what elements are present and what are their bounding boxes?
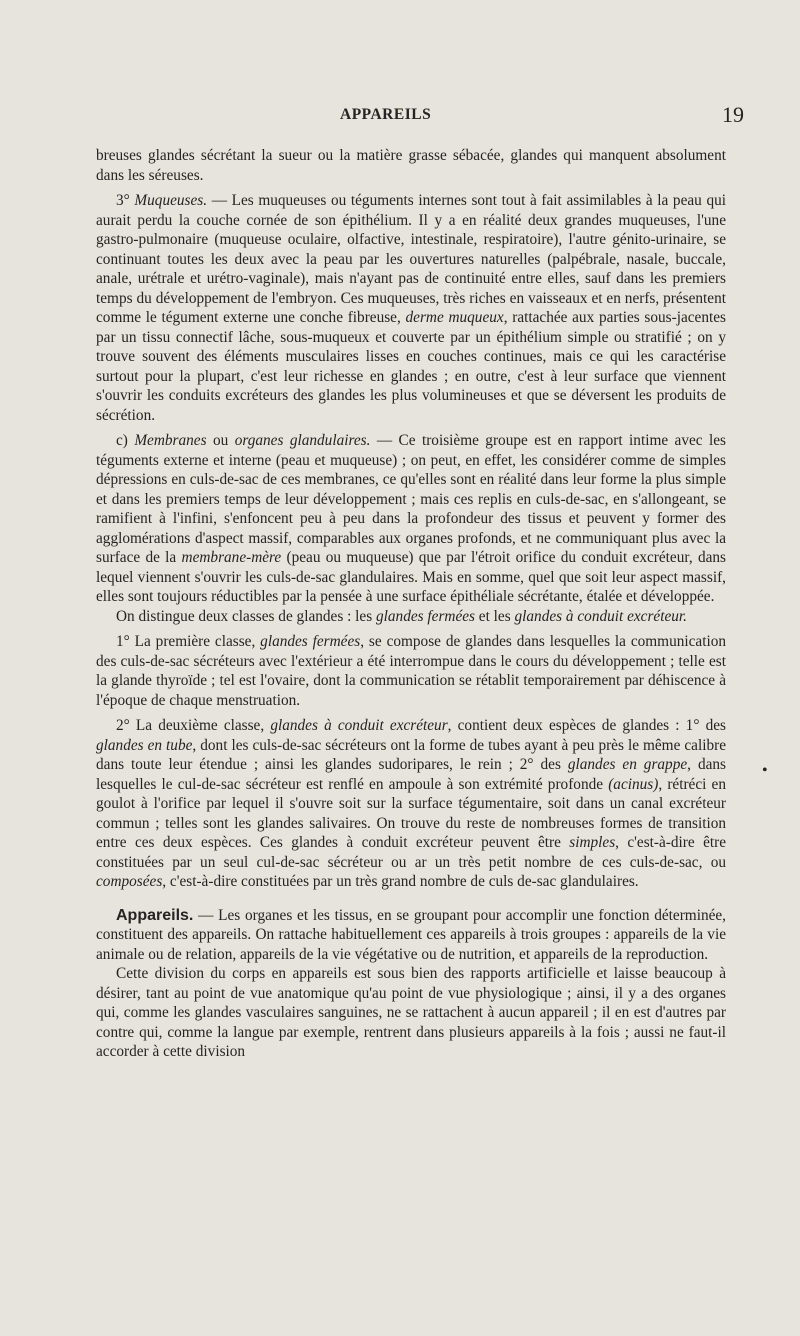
text-run: 1° La première classe, <box>116 633 261 650</box>
page-number: 19 <box>722 102 744 127</box>
text-run: 2° La deuxième classe, <box>116 717 271 734</box>
running-head <box>0 102 800 132</box>
text-run: On distingue deux classes de glandes : les <box>116 607 376 625</box>
paragraph <box>96 431 726 607</box>
text-run: , rétréci en goulot à l'orifice par lequel il s'ouvre soit sur la surface tégumentaire, soit dans un canal excréteur commun ; telles sont les glandes salivaires. On trouve du reste de nombreuses formes de transition entre ces deux espèces. Ces glandes à conduit excréteur peuvent être <box>96 775 726 851</box>
body-text <box>96 146 726 1068</box>
paragraph <box>96 607 726 627</box>
paragraph <box>96 146 726 185</box>
section-heading: Appareils. <box>116 906 194 924</box>
italic-term: glandes fermées <box>260 633 361 650</box>
paragraph <box>96 191 726 425</box>
text-run: et les <box>474 607 515 625</box>
italic-term: simples <box>569 834 616 851</box>
text-run: , contient deux espèces de glandes : 1° des <box>447 717 726 734</box>
italic-term: glandes fermées <box>376 607 475 625</box>
margin-mark: • <box>762 762 768 779</box>
text-run: — Ce troisième groupe est en rapport intime avec les téguments externe et interne (peau et muqueuse) ; on peut, en effet, les considérer comme de simples dépressions en culs-de-sac de ces membranes, ce qu'elles sont en réalité dans leur forme la plus simple et dans les premiers temps de leur développement ; mais ces replis en culs-de-sac, en s'allongeant, se ramifient à l'infini, s'enfoncent peu à peu dans la profondeur des tissus et peuvent y former des agglomérations d'aspect massif, comparables aux organes profonds, et ne communiquant plus avec la surface de la <box>96 432 726 566</box>
text-run: — Les organes et les tissus, en se groupant pour accomplir une fonction déterminée, constituent des appareils. On rattache habituellement ces appareils à trois groupes : appareils de la vie animale ou de relation, appareils de la vie végétative ou de nutrition, et appareils de la reproduction. <box>96 906 726 963</box>
text-run: ou <box>206 432 235 449</box>
italic-term: Membranes <box>134 432 207 449</box>
text-run: , c'est-à-dire constituées par un très grand nombre de culs de-sac glandulaires. <box>162 873 639 890</box>
italic-term: Muqueuses. <box>134 192 208 209</box>
paragraph <box>96 964 726 1062</box>
text-run: (peau ou muqueuse) que par l'étroit orifice du conduit excréteur, dans lequel viennent s'ouvrir les culs-de-sac glandulaires. Mais en somme, quel que soit leur aspect massif, elles sont toujours réductibles par la pensée à une surface épithéliale sécrétante, étalée et développée. <box>96 549 726 605</box>
running-title: APPAREILS <box>340 106 432 123</box>
text-run: , c'est-à-dire être constituées par un seul cul-de-sac sécréteur ou ar un très petit nombre de ces culs-de-sac, ou <box>96 834 726 871</box>
text-run: , se compose de glandes dans lesquelles la communication des culs-de-sac sécréteurs avec l'extérieur a été interrompue dans le cours du développement ; telle est la glande thyroïde ; tel est l'ovaire, dont la communication se rétablit temporairement par déhiscence à l'époque de chaque menstruation. <box>96 633 726 709</box>
text-run: Cette division du corps en appareils est sous bien des rapports artificielle et laisse beaucoup à désirer, tant au point de vue anatomique qu'au point de vue physiologique ; ainsi, il y a des organes qui, comme les glandes vasculaires sanguines, ne se rattachent à aucun appareil ; il en est d'autres par contre qui, comme la langue par exemple, rentrent dans plusieurs appareils à la fois ; aussi ne faut-il accorder à cette division <box>96 965 726 1060</box>
italic-term: organes glandulaires. <box>234 432 371 449</box>
italic-term: glandes à conduit excréteur. <box>514 607 687 625</box>
italic-term: glandes en grappe <box>567 756 688 773</box>
italic-term: glandes à conduit excréteur <box>270 717 448 734</box>
paragraph <box>96 632 726 710</box>
italic-term: membrane-mère <box>181 549 282 566</box>
paragraph <box>96 906 726 965</box>
text-run: 3° <box>116 192 135 209</box>
text-run: — Les muqueuses ou téguments internes sont tout à fait assimilables à la peau qui aurait perdu la couche cornée de son épithélium. Il y a en réalité deux grandes muqueuses, l'une gastro-pulmonaire (muqueuse oculaire, olfactive, intestinale, respiratoire), l'autre génito-urinaire, se continuant toutes les deux avec la peau par les ouvertures naturelles (palpébrale, nasale, buccale, anale, urétrale et urétro-vaginale), mais n'ayant pas de continuité entre elles, sauf dans les premiers temps du développement de l'embryon. Ces muqueuses, très riches en vaisseaux et en nerfs, présentent comme le tégument externe une conche fibreuse, <box>96 192 726 326</box>
text-run: c) <box>116 432 135 449</box>
text-run: , dont les culs-de-sac sécréteurs ont la forme de tubes ayant à peu près le même calibre dans toute leur étendue ; ainsi les glandes sudoripares, le rein ; 2° des <box>96 736 727 773</box>
italic-term: derme muqueux <box>405 309 504 326</box>
italic-term: glandes en tube <box>96 736 193 754</box>
paragraph <box>96 716 726 892</box>
italic-term: (acinus) <box>608 775 659 793</box>
text-run: , dans lesquelles le cul-de-sac sécréteur est renflé en ampoule à son extrémité profonde <box>96 756 726 793</box>
italic-term: composées <box>96 873 163 890</box>
text-run: , rattachée aux parties sous-jacentes par un tissu connectif lâche, sous-muqueux et couverte par un épithélium simple ou stratifié ; on y trouve souvent des éléments musculaires lisses en couches continues, mais ce qui les caractérise surtout pour la plupart, c'est leur richesse en glandes ; en outre, c'est à leur surface que viennent s'ouvrir les conduits excréteurs des glandes les plus volumineuses et que se déversent les produits de sécrétion. <box>96 309 726 424</box>
text-run: breuses glandes sécrétant la sueur ou la matière grasse sébacée, glandes qui manquent absolument dans les séreuses. <box>96 147 726 184</box>
